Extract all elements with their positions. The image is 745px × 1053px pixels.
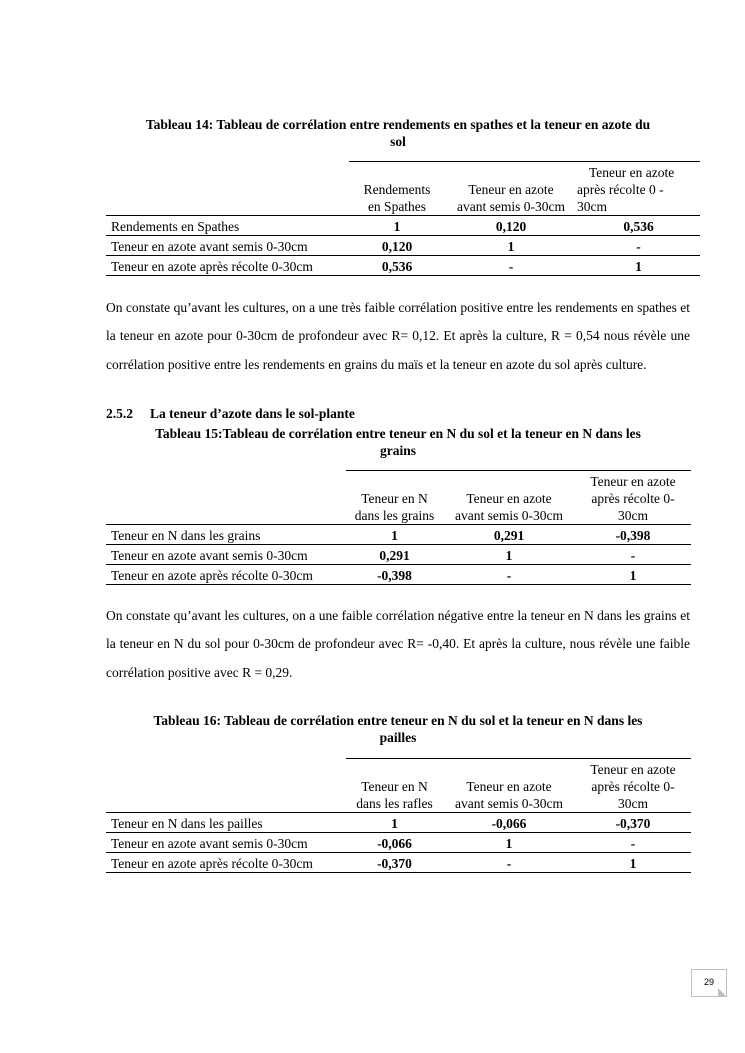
table-row — [106, 545, 691, 565]
table-cell: - — [575, 545, 691, 565]
table-cell: - — [575, 833, 691, 853]
table-cell: 0,536 — [577, 216, 700, 236]
table-cell: 0,120 — [445, 216, 577, 236]
table-cell: -0,370 — [575, 813, 691, 833]
table-row — [106, 813, 691, 833]
row-label: Rendements en Spathes — [106, 216, 349, 236]
table-cell: 1 — [443, 833, 575, 853]
table14-caption-line2: sol — [390, 134, 406, 149]
section-title: La teneur d’azote dans le sol-plante — [150, 406, 355, 421]
table-cell: -0,066 — [443, 813, 575, 833]
table16-caption-line1: Tableau 16: Tableau de corrélation entre teneur en N du sol et la teneur en N dans les — [153, 713, 643, 728]
table-cell: 1 — [443, 545, 575, 565]
row-label: Teneur en azote après récolte 0-30cm — [106, 565, 346, 585]
row-label: Teneur en azote après récolte 0-30cm — [106, 853, 346, 873]
table16-col-header: Teneur en N dans les rafles — [346, 759, 443, 813]
row-label: Teneur en N dans les pailles — [106, 813, 346, 833]
table16-caption — [106, 712, 690, 746]
table-cell: - — [577, 236, 700, 256]
table-row — [106, 256, 700, 276]
table-row — [106, 236, 700, 256]
table-cell: 0,120 — [349, 236, 445, 256]
table15-caption-line2: grains — [379, 443, 416, 458]
table14-caption — [106, 116, 690, 150]
table-cell: -0,066 — [346, 833, 443, 853]
table-cell: 0,291 — [346, 545, 443, 565]
row-label: Teneur en azote avant semis 0-30cm — [106, 833, 346, 853]
table-cell: - — [443, 565, 575, 585]
table-cell: 0,536 — [349, 256, 445, 276]
table14-col-header: Teneur en azote avant semis 0-30cm — [445, 162, 577, 216]
table16-col-header: Teneur en azote après récolte 0- 30cm — [575, 759, 691, 813]
table15-caption — [106, 425, 690, 459]
table-cell: -0,398 — [346, 565, 443, 585]
section-number: 2.5.2 — [106, 406, 133, 421]
table15-col-header: Teneur en N dans les grains — [346, 471, 443, 525]
table14-col-header: Rendements en Spathes — [349, 162, 445, 216]
table16-caption-line2: pailles — [379, 730, 417, 745]
table-cell: 1 — [445, 236, 577, 256]
row-label: Teneur en azote avant semis 0-30cm — [106, 236, 349, 256]
section-heading — [106, 405, 355, 422]
table-row — [106, 853, 691, 873]
table-cell: 1 — [575, 565, 691, 585]
table15-caption-line1: Tableau 15:Tableau de corrélation entre teneur en N du sol et la teneur en N dans les — [155, 426, 641, 441]
table16-header-row — [106, 759, 691, 813]
table14-header-row — [106, 162, 700, 216]
table15-header-row — [106, 471, 691, 525]
table14-col-header: Teneur en azote après récolte 0 - 30cm — [577, 162, 700, 216]
row-label: Teneur en N dans les grains — [106, 525, 346, 545]
paragraph-2: On constate qu’avant les cultures, on a une faible corrélation négative entre la teneur en N dans les grains et la teneur en N du sol pour 0-30cm de profondeur avec R= -0,40. Et après la culture, nous révèle une faible corrélation positive avec R = 0,29. — [106, 608, 690, 680]
table-cell: 1 — [577, 256, 700, 276]
table-row — [106, 525, 691, 545]
table-cell: 1 — [346, 813, 443, 833]
table16 — [106, 758, 691, 873]
table-cell: 1 — [575, 853, 691, 873]
page-number: 29 — [691, 969, 727, 997]
table-cell: 1 — [346, 525, 443, 545]
table-cell: - — [445, 256, 577, 276]
table14 — [106, 161, 700, 276]
table-row — [106, 833, 691, 853]
table16-col-header: Teneur en azote avant semis 0-30cm — [443, 759, 575, 813]
row-label: Teneur en azote avant semis 0-30cm — [106, 545, 346, 565]
table-cell: -0,370 — [346, 853, 443, 873]
table-row — [106, 565, 691, 585]
table15 — [106, 470, 691, 585]
table-cell: 0,291 — [443, 525, 575, 545]
table15-col-header: Teneur en azote avant semis 0-30cm — [443, 471, 575, 525]
table-row — [106, 216, 700, 236]
table14-caption-line1: Tableau 14: Tableau de corrélation entre rendements en spathes et la teneur en azote du — [145, 117, 651, 132]
table15-col-header: Teneur en azote après récolte 0- 30cm — [575, 471, 691, 525]
table-cell: -0,398 — [575, 525, 691, 545]
paragraph-1: On constate qu’avant les cultures, on a une très faible corrélation positive entre les rendements en spathes et la teneur en azote pour 0-30cm de profondeur avec R= 0,12. Et après la culture, R = 0,54 nous révèle une corrélation positive entre les rendements en grains du maïs et la teneur en azote du sol après culture. — [106, 300, 690, 372]
row-label: Teneur en azote après récolte 0-30cm — [106, 256, 349, 276]
table-cell: - — [443, 853, 575, 873]
table-cell: 1 — [349, 216, 445, 236]
